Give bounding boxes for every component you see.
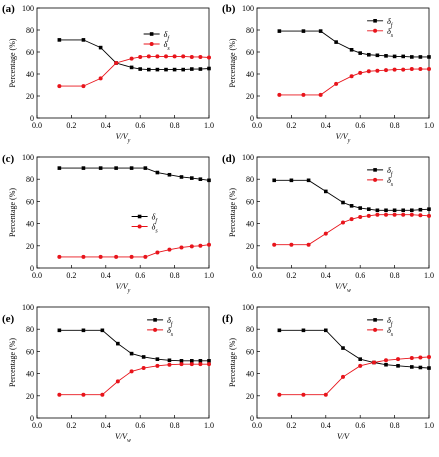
y-tick-label: 80 [246,325,254,335]
legend-marker [153,318,157,322]
data-point [143,255,147,259]
panel-label: (d) [222,153,236,165]
data-point [427,67,431,71]
data-point [384,68,388,72]
y-tick-label: 0 [30,264,34,273]
data-point [138,67,142,71]
x-tick-label: 0.2 [66,421,77,430]
data-point [198,55,202,59]
x-tick-label: 0.4 [100,421,111,430]
data-point [81,393,85,397]
data-point [130,57,134,61]
data-point [190,55,194,59]
y-tick-label: 60 [246,48,254,57]
data-point [290,179,294,183]
x-axis-label: V/V [337,432,349,441]
x-tick-label: 0.2 [286,121,297,130]
data-point [116,379,120,383]
y-axis-label: Percentage (%) [8,337,17,388]
y-tick-label: 100 [242,153,254,162]
data-point [384,363,388,367]
data-point [350,74,354,78]
data-point [57,84,61,88]
data-point [334,40,338,44]
data-point [138,55,142,59]
data-point [418,356,422,360]
data-point [180,359,184,363]
legend-marker [373,29,377,33]
x-tick-label: 0.8 [389,421,400,430]
legend-marker [373,19,377,23]
x-tick-label: 0.8 [169,421,180,430]
x-tick-label: 0.6 [355,271,366,280]
legend [147,316,174,338]
data-point [147,68,151,72]
y-tick-label: 100 [242,4,254,13]
x-axis-label: $V/V_y$ [335,132,351,144]
chart-panel-d [222,153,434,294]
x-tick-label: 0.2 [286,271,297,280]
data-point [114,61,118,65]
data-point [114,255,118,259]
series-line-delta-s [59,245,209,257]
legend-label: $\delta_f$ [167,315,173,328]
data-point [190,67,194,71]
data-point [358,357,362,361]
x-tick-label: 0.6 [135,121,146,130]
data-point [99,166,103,170]
series-line-delta-s [279,69,429,95]
plot-frame [257,8,429,118]
y-tick-label: 0 [250,264,254,273]
series-line-delta-s [59,56,209,86]
data-point [367,207,371,211]
x-tick-label: 0.4 [320,271,331,280]
x-tick-label: 0.8 [169,121,180,130]
data-point [307,243,311,247]
y-axis-label: Percentage (%) [8,187,17,238]
chart-panel-b [222,3,434,144]
series-line-delta-f [279,31,429,57]
legend [144,30,171,52]
data-point [142,355,146,359]
data-point [427,55,431,59]
data-point [81,255,85,259]
data-point [155,250,159,254]
data-point [278,29,282,33]
data-point [82,166,86,170]
data-point [198,244,202,248]
data-point [179,362,183,366]
data-point [367,53,371,57]
data-point [350,48,354,52]
y-tick-label: 80 [26,325,34,335]
data-point [419,366,423,370]
x-tick-label: 0.4 [100,271,111,280]
data-point [58,38,62,42]
data-point [410,67,414,71]
x-tick-label: 0.6 [355,121,366,130]
series-line-delta-s [59,364,209,395]
data-point [372,361,376,365]
y-tick-label: 0 [30,414,34,423]
data-point [401,68,405,72]
data-point [376,54,380,58]
data-point [301,93,305,97]
data-point [358,206,362,210]
y-tick-label: 60 [246,197,254,207]
data-point [173,54,177,58]
data-point [302,329,306,333]
y-tick-label: 40 [26,369,34,379]
data-point [324,190,328,194]
data-point [99,46,103,50]
y-tick-label: 40 [246,369,254,379]
legend-label: $\delta_f$ [151,212,157,225]
y-tick-label: 20 [246,241,254,251]
data-point [173,68,177,72]
data-point [319,93,323,97]
data-point [341,220,345,224]
legend-marker [373,168,377,172]
data-point [142,366,146,370]
x-axis-label: $V/V_w$ [114,432,132,444]
y-tick-label: 100 [242,303,254,312]
x-tick-label: 0.8 [389,271,400,280]
y-tick-label: 20 [26,241,34,251]
data-point [57,255,61,259]
y-tick-label: 40 [246,219,254,229]
y-axis-label: Percentage (%) [228,337,237,388]
x-tick-label: 1.0 [204,121,214,130]
x-tick-label: 0.2 [66,121,77,130]
data-point [190,176,194,180]
data-point [207,67,211,71]
data-point [156,68,160,72]
data-point [367,69,371,73]
panel-label: (c) [2,153,15,165]
data-point [324,232,328,236]
y-tick-label: 100 [22,4,34,13]
data-point [207,362,211,366]
data-point [198,362,202,366]
y-tick-label: 20 [246,92,254,101]
data-point [367,214,371,218]
data-point [181,54,185,58]
data-point [190,244,194,248]
y-tick-label: 60 [26,197,34,207]
data-point [427,366,431,370]
y-axis-label: Percentage (%) [8,38,17,88]
x-tick-label: 0.6 [135,421,146,430]
data-point [393,68,397,72]
plot-frame [37,157,209,268]
data-point [167,248,171,252]
y-tick-label: 80 [26,175,34,185]
y-tick-label: 60 [26,48,34,57]
legend-label: $\delta_s$ [387,26,394,39]
data-point [410,213,414,217]
x-tick-label: 0.4 [320,421,331,430]
data-point [190,359,194,363]
chart-panel-f [222,303,434,441]
data-point [99,76,103,80]
x-tick-label: 0.4 [100,121,111,130]
data-point [384,208,388,212]
legend-label: $\delta_f$ [387,315,393,328]
data-point [181,68,185,72]
data-point [272,179,276,183]
legend-marker [373,178,377,182]
data-point [101,329,105,333]
data-point [401,213,405,217]
data-point [81,84,85,88]
y-tick-label: 60 [246,347,254,357]
y-tick-label: 80 [26,26,34,35]
x-tick-label: 1.0 [204,421,214,430]
data-point [179,245,183,249]
x-tick-label: 1.0 [424,271,434,280]
panel-label: (a) [2,3,15,15]
data-point [168,358,172,362]
x-tick-label: 0.6 [135,271,146,280]
data-point [401,208,405,212]
x-axis-label: $V/V_y$ [115,132,131,144]
x-tick-label: 1.0 [424,421,434,430]
series-line-delta-f [279,330,429,368]
legend [367,166,394,188]
series-line-delta-f [59,40,209,70]
x-tick-label: 1.0 [204,271,214,280]
data-point [180,175,184,179]
data-point [164,68,168,72]
x-tick-label: 0.0 [252,271,262,280]
x-tick-label: 0.8 [389,121,400,130]
data-point [410,55,414,59]
data-point [207,179,211,183]
data-point [410,208,414,212]
data-point [410,356,414,360]
data-point [324,329,328,333]
chart-panel-c [2,153,214,294]
data-point [155,364,159,368]
data-point [164,54,168,58]
x-tick-label: 0.2 [286,421,297,430]
data-point [341,375,345,379]
plot-frame [37,8,209,118]
data-point [301,393,305,397]
data-point [384,54,388,58]
x-tick-label: 1.0 [424,121,434,130]
data-point [350,204,354,208]
data-point [199,67,203,71]
legend-label: $\delta_f$ [387,16,393,29]
data-point [58,166,62,170]
legend-label: $\delta_s$ [163,40,170,52]
x-axis-label: $V/V_y$ [115,282,131,294]
data-point [278,329,282,333]
data-point [190,362,194,366]
data-point [114,166,118,170]
y-tick-label: 20 [26,391,34,401]
legend-label: $\delta_s$ [387,325,394,338]
legend-marker [138,225,142,229]
x-axis-label: $V/V_w$ [334,282,352,294]
legend-marker [153,328,157,332]
data-point [419,208,423,212]
data-point [130,352,134,356]
y-tick-label: 100 [22,303,34,312]
data-point [99,255,103,259]
panel-label: (b) [222,3,236,15]
x-tick-label: 0.6 [355,421,366,430]
y-axis-label: Percentage (%) [228,187,237,238]
x-tick-label: 0.0 [32,271,42,280]
y-tick-label: 40 [246,70,254,79]
chart-panel-e [2,303,214,444]
y-tick-label: 20 [26,92,34,101]
legend-marker [150,32,154,36]
data-point [324,393,328,397]
data-point [116,342,120,346]
legend-label: $\delta_f$ [387,165,393,178]
legend [367,316,394,338]
y-tick-label: 40 [26,219,34,229]
data-point [393,213,397,217]
data-point [167,363,171,367]
legend-marker [373,328,377,332]
data-point [307,179,311,183]
legend-label: $\delta_s$ [167,325,174,338]
x-tick-label: 0.0 [252,421,262,430]
data-point [418,213,422,217]
y-tick-label: 20 [246,391,254,401]
data-point [168,173,172,177]
legend-marker [150,42,154,46]
legend-label: $\delta_s$ [151,222,158,235]
panel-label: (f) [222,313,233,325]
panel-label: (e) [2,313,15,325]
data-point [58,329,62,333]
y-tick-label: 40 [26,70,34,79]
y-tick-label: 80 [246,26,254,35]
plot-frame [257,307,429,418]
data-point [410,365,414,369]
data-point [393,208,397,212]
series-line-delta-f [59,330,209,361]
y-tick-label: 0 [250,414,254,423]
data-point [130,369,134,373]
x-tick-label: 0.0 [32,421,42,430]
y-tick-label: 100 [22,153,34,162]
plot-frame [257,157,429,268]
y-tick-label: 80 [246,175,254,185]
data-point [358,364,362,368]
data-point [207,56,211,60]
data-point [319,29,323,33]
legend-marker [138,215,142,219]
data-point [341,346,345,350]
y-tick-label: 0 [30,114,34,123]
data-point [207,243,211,247]
x-tick-label: 0.2 [66,271,77,280]
data-point [82,38,86,42]
data-point [427,355,431,359]
data-point [277,393,281,397]
legend-label: $\delta_s$ [387,175,394,188]
x-tick-label: 0.0 [252,121,262,130]
series-line-delta-s [279,357,429,395]
legend [132,213,159,235]
y-axis-label: Percentage (%) [228,38,237,88]
data-point [358,71,362,75]
x-tick-label: 0.8 [169,271,180,280]
data-point [375,69,379,73]
data-point [156,171,160,175]
x-tick-label: 0.4 [320,121,331,130]
y-tick-label: 60 [26,347,34,357]
series-line-delta-f [59,168,209,180]
data-point [199,359,203,363]
data-point [207,359,211,363]
legend-marker [373,318,377,322]
data-point [396,364,400,368]
data-point [82,329,86,333]
data-point [199,177,203,181]
chart-panel-a [2,3,214,144]
data-point [302,29,306,33]
data-point [272,243,276,247]
data-point [401,55,405,59]
data-point [57,393,61,397]
y-tick-label: 0 [250,114,254,123]
data-point [427,214,431,218]
data-point [427,207,431,211]
data-point [358,51,362,55]
data-point [144,166,148,170]
data-point [384,358,388,362]
legend [367,17,394,39]
data-point [130,66,134,70]
data-point [418,67,422,71]
data-point [155,54,159,58]
data-point [130,166,134,170]
data-point [419,55,423,59]
data-point [100,393,104,397]
data-point [156,357,160,361]
data-point [375,213,379,217]
data-point [393,55,397,59]
data-point [384,213,388,217]
data-point [350,217,354,221]
data-point [277,93,281,97]
data-point [341,201,345,205]
data-point [147,54,151,58]
data-point [289,243,293,247]
data-point [358,215,362,219]
data-point [396,357,400,361]
data-point [334,82,338,86]
data-point [376,208,380,212]
data-point [130,255,134,259]
x-tick-label: 0.0 [32,121,42,130]
legend-label: $\delta_f$ [163,30,170,42]
